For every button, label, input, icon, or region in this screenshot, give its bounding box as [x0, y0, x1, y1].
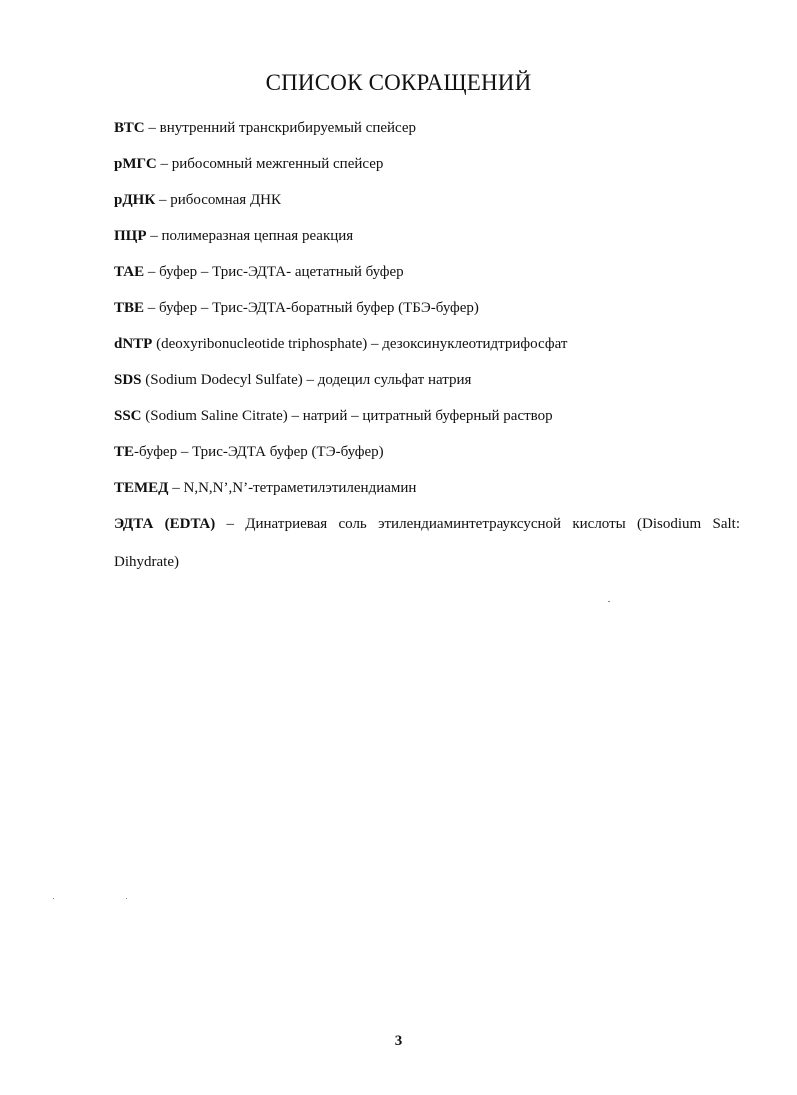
scan-speck: [126, 898, 127, 899]
abbreviation-term: рДНК: [114, 192, 156, 208]
abbreviation-term: ТЕМЕД: [114, 480, 169, 496]
scan-speck: [608, 601, 610, 602]
list-item: [114, 478, 740, 498]
abbreviation-term: ВТС: [114, 120, 145, 136]
abbreviation-term: ТАЕ: [114, 264, 145, 280]
abbreviation-term: ТЕ: [114, 444, 135, 460]
list-item: [114, 190, 740, 210]
abbreviation-paren-close: ): [210, 516, 216, 532]
abbreviation-definition: (Sodium Dodecyl Sulfate) – додецил сульфат натрия: [141, 372, 472, 388]
abbreviation-term-suffix: -буфер: [134, 444, 178, 460]
list-item: [114, 298, 740, 318]
abbreviation-definition: (deoxyribonucleotide triphosphate) – дезоксинуклеотидтрифосфат: [152, 336, 568, 352]
page-number: 3: [394, 1033, 403, 1049]
abbreviation-term: ПЦР: [114, 228, 147, 244]
abbreviation-definition: – буфер – Трис-ЭДТА-боратный буфер (ТБЭ-буфер): [144, 300, 479, 316]
abbreviation-definition: – буфер – Трис-ЭДТА- ацетатный буфер: [144, 264, 404, 280]
list-item: [114, 226, 740, 246]
abbreviation-definition: – полимеразная цепная реакция: [146, 228, 354, 244]
list-item: [114, 442, 740, 462]
abbreviation-term: SSC: [114, 408, 142, 424]
page-title: СПИСОК СОКРАЩЕНИЙ: [265, 70, 532, 95]
list-item: [114, 154, 740, 174]
abbreviation-term: ЭДТА: [114, 516, 154, 532]
abbreviation-term-alt: EDTA: [169, 516, 211, 532]
abbreviation-definition: – рибосомный межгенный спейсер: [156, 156, 384, 172]
abbreviation-term: SDS: [114, 372, 142, 388]
list-item: [114, 118, 740, 138]
abbreviation-term: dNTP: [114, 336, 153, 352]
abbreviation-definition: – Динатриевая соль этилендиаминтетрауксусной кислоты (Disodium Salt: Dihydrate): [114, 516, 740, 570]
list-item: [114, 406, 740, 426]
abbreviation-definition: – Трис-ЭДТА буфер (ТЭ-буфер): [177, 444, 384, 460]
list-item: [114, 505, 740, 581]
abbreviation-definition: – рибосомная ДНК: [155, 192, 282, 208]
list-item: [114, 262, 740, 282]
abbreviation-paren-open: (: [153, 516, 170, 532]
abbreviation-term: рМГС: [114, 156, 157, 172]
abbreviation-term: ТВЕ: [114, 300, 145, 316]
scan-speck: [53, 898, 54, 899]
list-item: [114, 334, 740, 354]
abbreviation-definition: (Sodium Saline Citrate) – натрий – цитратный буферный раствор: [141, 408, 553, 424]
abbreviation-definition: – внутренний транскрибируемый спейсер: [144, 120, 417, 136]
list-item: [114, 370, 740, 390]
abbreviation-definition: – N,N,N’,N’-тетраметилэтилендиамин: [168, 480, 417, 496]
abbreviation-list: [114, 118, 740, 597]
